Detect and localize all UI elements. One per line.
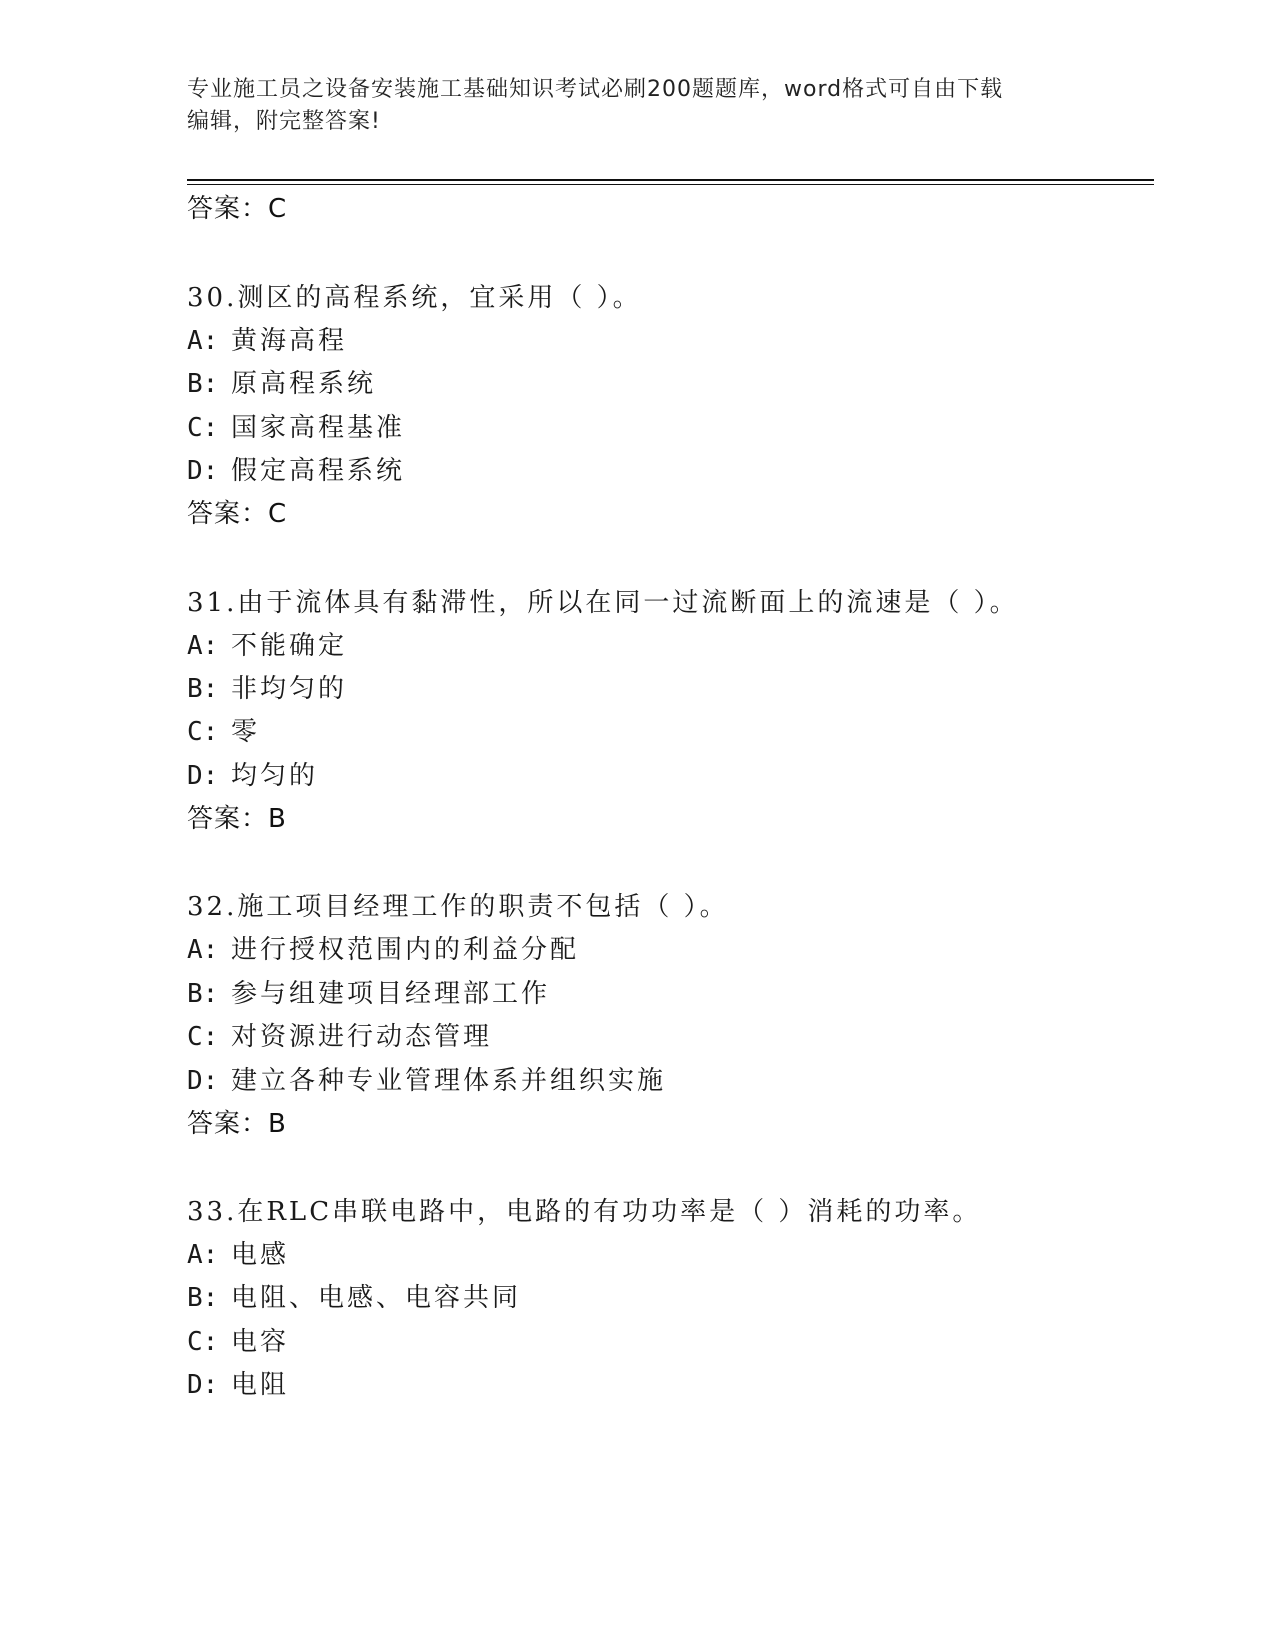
option-text: 均匀的 [231, 761, 319, 791]
header-divider-thick [187, 179, 1154, 181]
previous-answer: 答案：C [187, 194, 288, 224]
header-divider-thin [187, 184, 1154, 185]
document-header [187, 74, 1067, 138]
option-a [187, 324, 347, 358]
answer-line: 答案：B [187, 1109, 287, 1139]
option-letter: C: [187, 1022, 219, 1052]
option-d [187, 454, 405, 488]
answer-line: 答案：B [187, 804, 287, 834]
option-letter: A: [187, 1240, 219, 1270]
option-letter: D: [187, 1370, 219, 1400]
option-letter: C: [187, 413, 219, 443]
option-text: 零 [231, 717, 261, 747]
answer-line: 答案：C [187, 499, 288, 529]
option-d [187, 1368, 289, 1402]
header-line-1: 专业施工员之设备安装施工基础知识考试必刷200题题库，word格式可自由下载 [187, 77, 1004, 102]
option-letter: A: [187, 631, 219, 661]
option-letter: A: [187, 935, 219, 965]
header-line-2: 编辑，附完整答案! [187, 109, 381, 134]
option-letter: A: [187, 326, 219, 356]
question-stem: 31.由于流体具有黏滞性，所以在同一过流断面上的流速是（ ）。 [187, 588, 1019, 618]
option-a [187, 933, 579, 967]
option-text: 电阻、电感、电容共同 [231, 1283, 522, 1313]
option-letter: B: [187, 979, 219, 1009]
option-text: 对资源进行动态管理 [231, 1022, 493, 1052]
option-letter: B: [187, 1283, 219, 1313]
option-letter: C: [187, 717, 219, 747]
option-text: 国家高程基准 [231, 413, 406, 443]
option-a [187, 629, 347, 663]
option-text: 进行授权范围内的利益分配 [231, 935, 580, 965]
option-c [187, 1020, 492, 1054]
option-b [187, 977, 550, 1011]
option-d [187, 1064, 666, 1098]
option-c [187, 411, 405, 445]
question-stem: 32.施工项目经理工作的职责不包括（ ）。 [187, 892, 729, 922]
option-d [187, 759, 318, 793]
option-letter: C: [187, 1327, 219, 1357]
option-b [187, 1281, 521, 1315]
option-b [187, 367, 376, 401]
option-text: 不能确定 [231, 631, 348, 661]
option-letter: B: [187, 674, 219, 704]
option-letter: D: [187, 1066, 219, 1096]
question-stem: 30.测区的高程系统，宜采用（ ）。 [187, 283, 642, 313]
option-text: 黄海高程 [231, 326, 348, 356]
option-text: 原高程系统 [231, 369, 377, 399]
option-letter: B: [187, 369, 219, 399]
option-c [187, 1325, 289, 1359]
option-text: 参与组建项目经理部工作 [231, 979, 551, 1009]
option-c [187, 715, 260, 749]
option-letter: D: [187, 761, 219, 791]
option-text: 假定高程系统 [231, 456, 406, 486]
option-text: 非均匀的 [231, 674, 348, 704]
option-letter: D: [187, 456, 219, 486]
option-text: 电感 [231, 1240, 290, 1270]
option-text: 建立各种专业管理体系并组织实施 [231, 1066, 667, 1096]
question-stem: 33.在RLC串联电路中，电路的有功功率是（ ）消耗的功率。 [187, 1197, 982, 1227]
option-b [187, 672, 347, 706]
option-text: 电阻 [231, 1370, 290, 1400]
option-text: 电容 [231, 1327, 290, 1357]
option-a [187, 1238, 289, 1272]
